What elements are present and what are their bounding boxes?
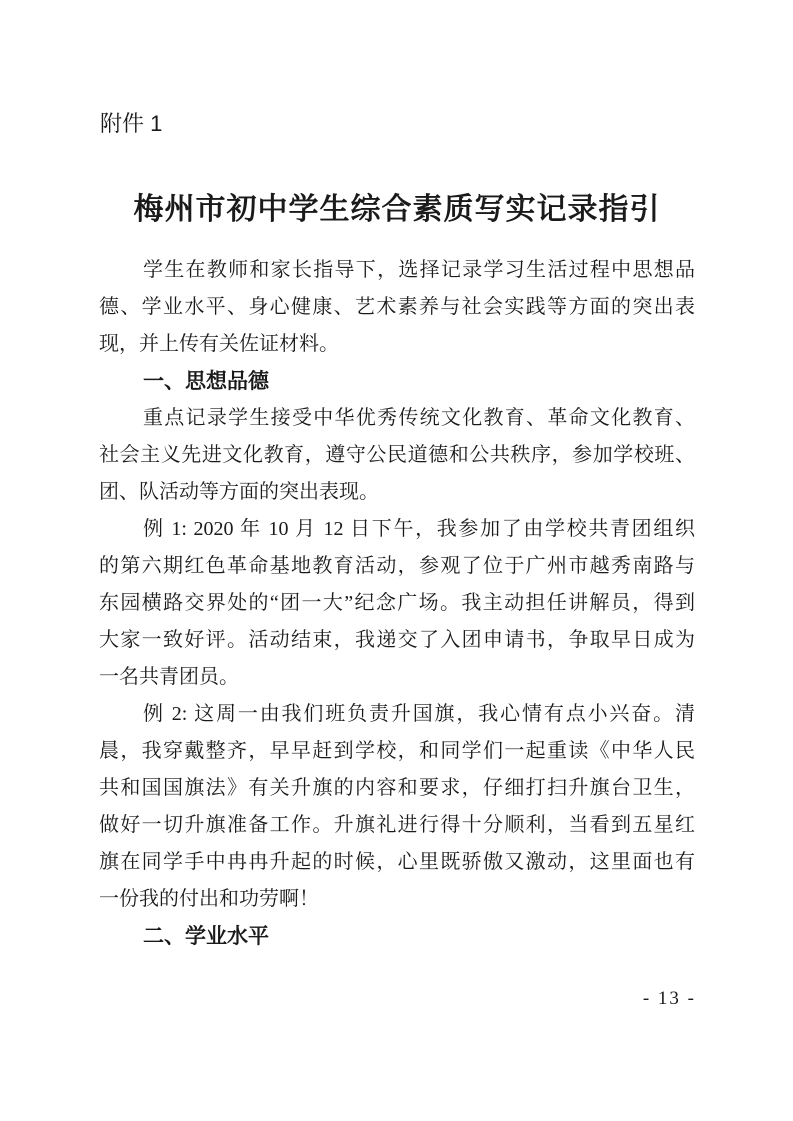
paragraph-line: 学生在教师和家长指导下，选择记录学习生活过程中思想品 (143, 259, 695, 281)
paragraph-line: 重点记录学生接受中华优秀传统文化教育、革命文化教育、 (143, 407, 695, 429)
paragraph-line: 的第六期红色革命基地教育活动，参观了位于广州市越秀南路与 (99, 555, 695, 577)
paragraph-line: 例 1: 2020 年 10 月 12 日下午，我参加了由学校共青团组织 (143, 518, 695, 540)
document-body (99, 252, 695, 955)
paragraph-line: 一名共青团员。 (99, 666, 239, 688)
paragraph-line: 一份我的付出和功劳啊！ (99, 888, 319, 910)
paragraph-line: 东园横路交界处的“团一大”纪念广场。我主动担任讲解员，得到 (99, 592, 695, 614)
paragraph-line: 团、队活动等方面的突出表现。 (99, 481, 379, 503)
paragraph-line: 晨，我穿戴整齐，早早赶到学校，和同学们一起重读《中华人民 (99, 740, 695, 762)
paragraph-line: 社会主义先进文化教育，遵守公民道德和公共秩序，参加学校班、 (99, 444, 695, 466)
paragraph-line: 大家一致好评。活动结束，我递交了入团申请书，争取早日成为 (99, 629, 695, 651)
paragraph-line: 例 2: 这周一由我们班负责升国旗，我心情有点小兴奋。清 (143, 703, 695, 725)
paragraph-line: 德、学业水平、身心健康、艺术素养与社会实践等方面的突出表 (99, 296, 695, 318)
paragraph-line: 现，并上传有关佐证材料。 (99, 333, 339, 355)
paragraph-line: 做好一切升旗准备工作。升旗礼进行得十分顺利，当看到五星红 (99, 814, 695, 836)
section-heading: 二、学业水平 (143, 925, 269, 948)
paragraph-line: 旗在同学手中冉冉升起的时候，心里既骄傲又激动，这里面也有 (99, 851, 695, 873)
page-number: - 13 - (642, 988, 696, 1009)
section-heading: 一、思想品德 (143, 370, 269, 393)
paragraph-line: 共和国国旗法》有关升旗的内容和要求，仔细打扫升旗台卫生， (99, 777, 695, 799)
document-title: 梅州市初中学生综合素质写实记录指引 (133, 193, 661, 227)
attachment-label: 附件 1 (100, 111, 163, 136)
